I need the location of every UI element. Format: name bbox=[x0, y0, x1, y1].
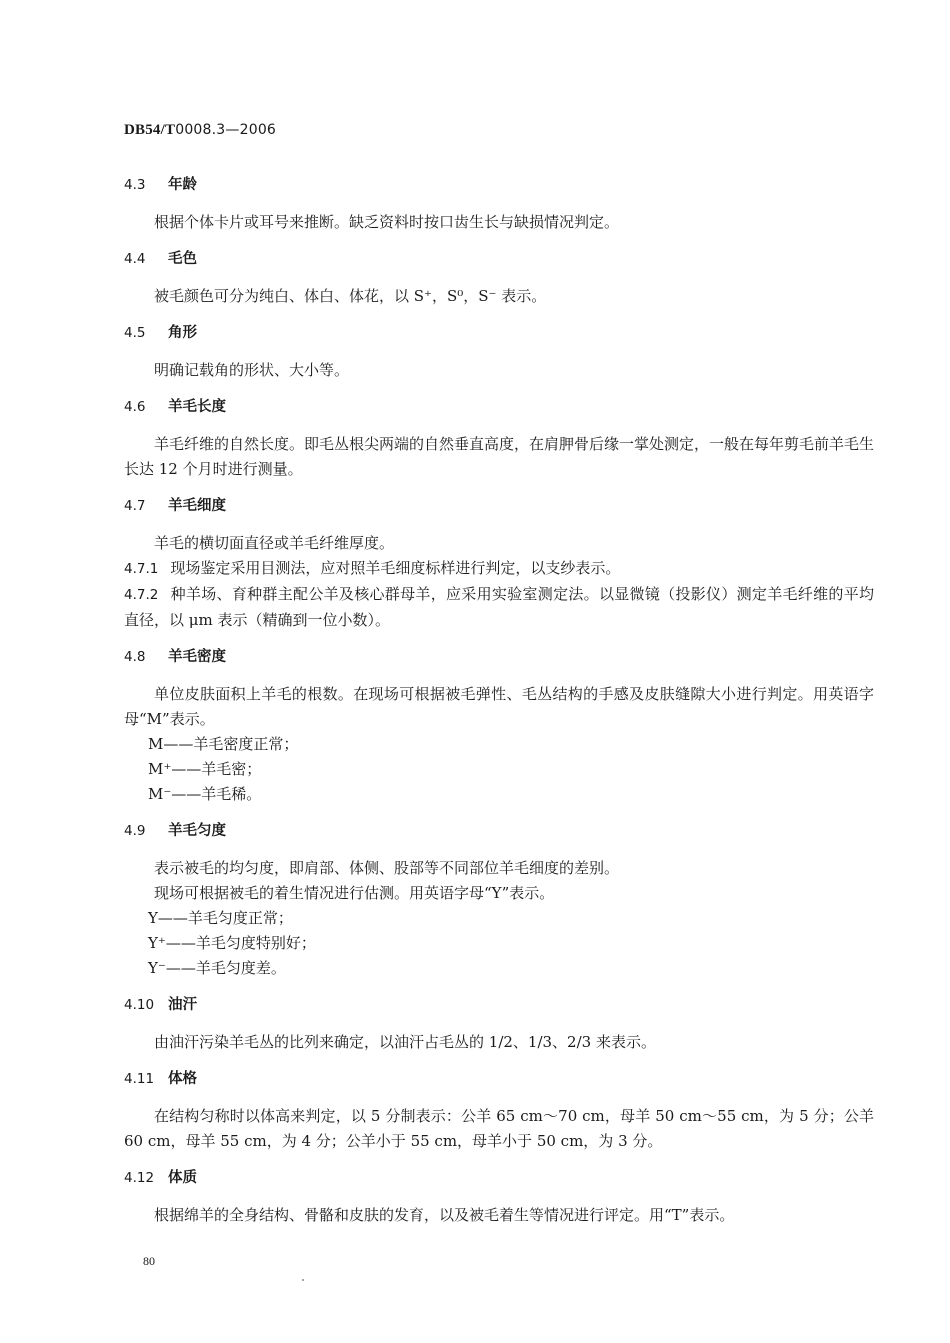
section-heading-4-3 bbox=[124, 172, 874, 197]
section-number: 4.3 bbox=[124, 177, 146, 193]
section-heading-4-9 bbox=[124, 818, 874, 843]
section-title: 体格 bbox=[168, 1071, 197, 1087]
section-number: 4.5 bbox=[124, 325, 146, 341]
section-title: 油汗 bbox=[168, 997, 197, 1013]
paragraph: 根据个体卡片或耳号来推断。缺乏资料时按口齿生长与缺损情况判定。 bbox=[154, 213, 620, 231]
paragraph: 单位皮肤面积上羊毛的根数。在现场可根据被毛弹性、毛丛结构的手感及皮肤缝隙大小进行判定。用英语字母“M”表示。 bbox=[124, 685, 874, 728]
section-number: 4.10 bbox=[124, 997, 155, 1013]
symbol-definition: Y⁺——羊毛匀度特别好； bbox=[148, 934, 316, 952]
document-body bbox=[124, 172, 874, 1228]
section-title: 年龄 bbox=[168, 177, 197, 193]
paragraph: 羊毛的横切面直径或羊毛纤维厚度。 bbox=[154, 534, 395, 552]
section-number: 4.9 bbox=[124, 823, 146, 839]
subclause-4-7-2 bbox=[124, 582, 874, 633]
symbol-definition: Y⁻——羊毛匀度差。 bbox=[148, 959, 286, 977]
section-number: 4.11 bbox=[124, 1071, 155, 1087]
standard-prefix: DB54/T bbox=[124, 122, 176, 138]
section-title: 体质 bbox=[168, 1170, 197, 1186]
section-number: 4.12 bbox=[124, 1170, 155, 1186]
section-heading-4-6 bbox=[124, 394, 874, 419]
section-heading-4-7 bbox=[124, 493, 874, 518]
section-heading-4-5 bbox=[124, 320, 874, 345]
symbol-definition: M⁻——羊毛稀。 bbox=[148, 785, 262, 803]
standard-number: 0008.3—2006 bbox=[175, 122, 277, 138]
section-number: 4.4 bbox=[124, 251, 146, 267]
section-title: 羊毛长度 bbox=[168, 399, 226, 415]
section-title: 毛色 bbox=[168, 251, 197, 267]
paragraph: 明确记载角的形状、大小等。 bbox=[154, 361, 350, 379]
section-title: 羊毛密度 bbox=[168, 649, 226, 665]
section-heading-4-4 bbox=[124, 246, 874, 271]
subclause-number: 4.7.2 bbox=[124, 587, 159, 603]
section-heading-4-12 bbox=[124, 1165, 874, 1190]
section-number: 4.7 bbox=[124, 498, 146, 514]
section-heading-4-10 bbox=[124, 992, 874, 1017]
subclause-number: 4.7.1 bbox=[124, 561, 159, 577]
subclause-4-7-1 bbox=[124, 556, 874, 582]
symbol-definition: Y——羊毛匀度正常； bbox=[148, 909, 293, 927]
paragraph: 被毛颜色可分为纯白、体白、体花，以 S⁺，S⁰，S⁻ 表示。 bbox=[154, 287, 547, 305]
section-title: 羊毛匀度 bbox=[168, 823, 226, 839]
paragraph: 根据绵羊的全身结构、骨骼和皮肤的发育，以及被毛着生等情况进行评定。用“T”表示。 bbox=[154, 1206, 735, 1224]
section-heading-4-11 bbox=[124, 1066, 874, 1091]
section-number: 4.6 bbox=[124, 399, 146, 415]
section-title: 羊毛细度 bbox=[168, 498, 226, 514]
section-number: 4.8 bbox=[124, 649, 146, 665]
paragraph: 在结构匀称时以体高来判定，以 5 分制表示：公羊 65 cm～70 cm，母羊 50 cm～55 cm，为 5 分；公羊 60 cm，母羊 55 cm，为 4 分；公羊小于 55 cm，母羊小于 50 cm，为 3 分。 bbox=[124, 1107, 874, 1150]
standard-code-header bbox=[124, 120, 276, 139]
symbol-definition: M⁺——羊毛密； bbox=[148, 760, 262, 778]
scan-speck bbox=[302, 1279, 304, 1281]
symbol-definition: M——羊毛密度正常； bbox=[148, 735, 299, 753]
paragraph: 表示被毛的均匀度，即肩部、体侧、股部等不同部位羊毛细度的差别。 bbox=[154, 859, 620, 877]
paragraph: 现场可根据被毛的着生情况进行估测。用英语字母“Y”表示。 bbox=[154, 884, 555, 902]
subclause-text: 种羊场、育种群主配公羊及核心群母羊，应采用实验室测定法。以显微镜（投影仪）测定羊毛纤维的平均直径，以 μm 表示（精确到一位小数）。 bbox=[124, 585, 874, 629]
page-number: 80 bbox=[143, 1254, 155, 1268]
subclause-text: 现场鉴定采用目测法，应对照羊毛细度标样进行判定，以支纱表示。 bbox=[170, 559, 621, 577]
paragraph: 羊毛纤维的自然长度。即毛丛根尖两端的自然垂直高度，在肩胛骨后缘一掌处测定，一般在每年剪毛前羊毛生长达 12 个月时进行测量。 bbox=[124, 435, 875, 478]
section-title: 角形 bbox=[168, 325, 197, 341]
section-heading-4-8 bbox=[124, 644, 874, 669]
paragraph: 由油汗污染羊毛丛的比列来确定，以油汗占毛丛的 1/2、1/3、2/3 来表示。 bbox=[154, 1033, 656, 1051]
